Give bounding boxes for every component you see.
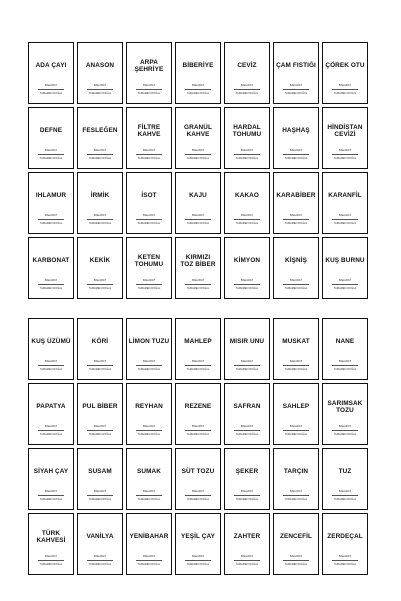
spice-name: TARÇIN	[283, 468, 309, 476]
divider-line	[38, 365, 64, 366]
subtitle-text: TAMAMEN DOĞAL	[186, 563, 210, 566]
spice-label	[273, 318, 319, 380]
divider-line	[234, 154, 260, 155]
category-text: BAHARAT	[93, 279, 107, 282]
spice-name: KAKAO	[235, 192, 259, 200]
divider-line	[136, 365, 162, 366]
divider-line	[234, 430, 260, 431]
spice-label	[273, 107, 319, 169]
spice-label	[175, 513, 221, 575]
category-text: BAHARAT	[44, 84, 58, 87]
spice-label	[126, 172, 172, 234]
category-text: BAHARAT	[338, 555, 352, 558]
subtitle-text: TAMAMEN DOĞAL	[88, 368, 112, 371]
divider-line	[136, 154, 162, 155]
divider-line	[87, 89, 113, 90]
divider-line	[185, 89, 211, 90]
divider-line	[136, 89, 162, 90]
spice-label	[28, 318, 74, 380]
divider-line	[283, 365, 309, 366]
spice-name: ÇÖREK OTU	[325, 62, 365, 70]
spice-name: HARDAL TOHUMU	[232, 123, 262, 138]
category-text: BAHARAT	[44, 555, 58, 558]
category-text: BAHARAT	[240, 360, 254, 363]
spice-name: KİMYON	[233, 257, 261, 265]
subtitle-text: TAMAMEN DOĞAL	[137, 157, 161, 160]
divider-line	[136, 560, 162, 561]
spice-name: CEVİZ	[237, 62, 257, 70]
divider-line	[38, 560, 64, 561]
spice-name: TUZ	[338, 468, 352, 476]
spice-name: KARABİBER	[276, 192, 316, 200]
divider-line	[185, 430, 211, 431]
divider-line	[87, 560, 113, 561]
divider-line	[87, 495, 113, 496]
spice-name: ŞEKER	[235, 468, 259, 476]
category-text: BAHARAT	[191, 360, 205, 363]
spice-label	[77, 107, 123, 169]
spice-label	[126, 318, 172, 380]
category-text: BAHARAT	[191, 425, 205, 428]
category-text: BAHARAT	[191, 279, 205, 282]
spice-name: ADA ÇAYI	[35, 62, 67, 70]
subtitle-text: TAMAMEN DOĞAL	[88, 157, 112, 160]
category-text: BAHARAT	[142, 149, 156, 152]
category-text: BAHARAT	[142, 84, 156, 87]
category-text: BAHARAT	[289, 214, 303, 217]
divider-line	[234, 89, 260, 90]
category-text: BAHARAT	[142, 279, 156, 282]
spice-name: BİBERİYE	[182, 62, 214, 70]
divider-line	[87, 154, 113, 155]
divider-line	[38, 219, 64, 220]
spice-name: KARANFİL	[328, 192, 362, 200]
divider-line	[38, 154, 64, 155]
category-text: BAHARAT	[240, 425, 254, 428]
label-sheet-1	[0, 42, 401, 299]
spice-label	[77, 237, 123, 299]
category-text: BAHARAT	[44, 425, 58, 428]
spice-name: ZERDEÇAL	[327, 533, 363, 541]
subtitle-text: TAMAMEN DOĞAL	[235, 368, 259, 371]
divider-line	[87, 430, 113, 431]
subtitle-text: TAMAMEN DOĞAL	[88, 498, 112, 501]
divider-line	[283, 495, 309, 496]
spice-label	[273, 448, 319, 510]
category-text: BAHARAT	[93, 360, 107, 363]
category-text: BAHARAT	[142, 360, 156, 363]
spice-label	[175, 237, 221, 299]
subtitle-text: TAMAMEN DOĞAL	[137, 287, 161, 290]
divider-line	[87, 365, 113, 366]
category-text: BAHARAT	[142, 425, 156, 428]
divider-line	[234, 284, 260, 285]
subtitle-text: TAMAMEN DOĞAL	[39, 157, 63, 160]
subtitle-text: TAMAMEN DOĞAL	[235, 563, 259, 566]
spice-label	[28, 448, 74, 510]
subtitle-text: TAMAMEN DOĞAL	[284, 287, 308, 290]
spice-name: ÇAM FISTIĞI	[276, 62, 316, 70]
spice-label	[273, 172, 319, 234]
divider-line	[185, 365, 211, 366]
subtitle-text: TAMAMEN DOĞAL	[137, 433, 161, 436]
spice-label	[224, 42, 270, 104]
divider-line	[136, 219, 162, 220]
spice-name: SAHLEP	[282, 403, 310, 411]
spice-label	[322, 107, 368, 169]
category-text: BAHARAT	[142, 555, 156, 558]
divider-line	[87, 219, 113, 220]
spice-label	[175, 42, 221, 104]
subtitle-text: TAMAMEN DOĞAL	[137, 498, 161, 501]
spice-label	[77, 448, 123, 510]
spice-name: SİYAH ÇAY	[33, 468, 69, 476]
spice-name: DEFNE	[39, 127, 63, 135]
subtitle-text: TAMAMEN DOĞAL	[186, 287, 210, 290]
category-text: BAHARAT	[142, 214, 156, 217]
category-text: BAHARAT	[240, 279, 254, 282]
divider-line	[332, 89, 358, 90]
spice-name: KAJU	[189, 192, 207, 200]
subtitle-text: TAMAMEN DOĞAL	[137, 563, 161, 566]
divider-line	[332, 284, 358, 285]
spice-name: HİNDİSTAN CEVİZİ	[327, 123, 363, 138]
category-text: BAHARAT	[44, 149, 58, 152]
spice-label	[28, 237, 74, 299]
spice-name: ZENCEFİL	[279, 533, 313, 541]
spice-name: SUMAK	[137, 468, 161, 476]
divider-line	[332, 365, 358, 366]
category-text: BAHARAT	[240, 555, 254, 558]
category-text: BAHARAT	[289, 360, 303, 363]
spice-label	[322, 448, 368, 510]
subtitle-text: TAMAMEN DOĞAL	[39, 563, 63, 566]
divider-line	[283, 89, 309, 90]
spice-label	[28, 42, 74, 104]
divider-line	[185, 495, 211, 496]
category-text: BAHARAT	[191, 149, 205, 152]
category-text: BAHARAT	[289, 279, 303, 282]
spice-name: YENİBAHAR	[129, 533, 169, 541]
spice-name: NANE	[335, 338, 355, 346]
spice-label	[322, 172, 368, 234]
subtitle-text: TAMAMEN DOĞAL	[235, 287, 259, 290]
spice-name: REZENE	[184, 403, 212, 411]
spice-label	[175, 172, 221, 234]
subtitle-text: TAMAMEN DOĞAL	[333, 92, 357, 95]
spice-name: KUŞ BURNU	[325, 257, 365, 265]
category-text: BAHARAT	[93, 84, 107, 87]
subtitle-text: TAMAMEN DOĞAL	[137, 368, 161, 371]
spice-label	[224, 318, 270, 380]
spice-label	[175, 318, 221, 380]
divider-line	[332, 430, 358, 431]
category-text: BAHARAT	[142, 490, 156, 493]
category-text: BAHARAT	[338, 149, 352, 152]
subtitle-text: TAMAMEN DOĞAL	[333, 433, 357, 436]
spice-label	[224, 448, 270, 510]
spice-name: KIRMIZI TOZ BİBER	[180, 253, 216, 268]
divider-line	[234, 560, 260, 561]
divider-line	[234, 365, 260, 366]
spice-name: SARIMSAK TOZU	[327, 399, 363, 414]
subtitle-text: TAMAMEN DOĞAL	[235, 433, 259, 436]
spice-label	[273, 42, 319, 104]
subtitle-text: TAMAMEN DOĞAL	[39, 92, 63, 95]
subtitle-text: TAMAMEN DOĞAL	[88, 287, 112, 290]
spice-name: MUSKAT	[282, 338, 310, 346]
subtitle-text: TAMAMEN DOĞAL	[186, 498, 210, 501]
spice-label	[28, 513, 74, 575]
spice-name: SUSAM	[88, 468, 112, 476]
category-text: BAHARAT	[289, 425, 303, 428]
divider-line	[185, 560, 211, 561]
spice-label	[77, 172, 123, 234]
divider-line	[136, 430, 162, 431]
spice-label	[126, 448, 172, 510]
spice-name: MISIR UNU	[229, 338, 265, 346]
category-text: BAHARAT	[240, 84, 254, 87]
subtitle-text: TAMAMEN DOĞAL	[333, 368, 357, 371]
spice-label	[28, 383, 74, 445]
subtitle-text: TAMAMEN DOĞAL	[137, 222, 161, 225]
spice-label	[28, 107, 74, 169]
spice-label	[224, 172, 270, 234]
spice-name: FİLTRE KAHVE	[137, 123, 161, 138]
spice-name: REYHAN	[135, 403, 163, 411]
spice-name: KUŞ ÜZÜMÜ	[31, 338, 71, 346]
spice-name: FESLEĞEN	[82, 127, 118, 135]
spice-name: KARBONAT	[32, 257, 70, 265]
spice-name: MAHLEP	[184, 338, 212, 346]
category-text: BAHARAT	[93, 490, 107, 493]
divider-line	[38, 89, 64, 90]
spice-label	[28, 172, 74, 234]
subtitle-text: TAMAMEN DOĞAL	[284, 157, 308, 160]
subtitle-text: TAMAMEN DOĞAL	[284, 92, 308, 95]
spice-name: PUL BİBER	[82, 403, 118, 411]
spice-label	[322, 42, 368, 104]
subtitle-text: TAMAMEN DOĞAL	[137, 92, 161, 95]
subtitle-text: TAMAMEN DOĞAL	[333, 222, 357, 225]
spice-label	[322, 513, 368, 575]
spice-label	[77, 383, 123, 445]
spice-name: YEŞİL ÇAY	[181, 533, 215, 541]
divider-line	[185, 154, 211, 155]
divider-line	[283, 219, 309, 220]
divider-line	[136, 495, 162, 496]
divider-line	[38, 430, 64, 431]
divider-line	[283, 560, 309, 561]
divider-line	[332, 154, 358, 155]
spice-label	[126, 42, 172, 104]
spice-label	[224, 237, 270, 299]
subtitle-text: TAMAMEN DOĞAL	[284, 222, 308, 225]
subtitle-text: TAMAMEN DOĞAL	[235, 92, 259, 95]
subtitle-text: TAMAMEN DOĞAL	[333, 498, 357, 501]
divider-line	[185, 284, 211, 285]
category-text: BAHARAT	[240, 214, 254, 217]
spice-label	[224, 383, 270, 445]
divider-line	[185, 219, 211, 220]
subtitle-text: TAMAMEN DOĞAL	[88, 222, 112, 225]
category-text: BAHARAT	[191, 490, 205, 493]
subtitle-text: TAMAMEN DOĞAL	[186, 157, 210, 160]
spice-label	[126, 383, 172, 445]
spice-label	[322, 383, 368, 445]
spice-name: TÜRK KAHVESİ	[36, 529, 66, 544]
category-text: BAHARAT	[44, 214, 58, 217]
subtitle-text: TAMAMEN DOĞAL	[39, 222, 63, 225]
spice-name: KEKİK	[89, 257, 111, 265]
category-text: BAHARAT	[338, 214, 352, 217]
spice-label	[175, 448, 221, 510]
spice-label	[175, 383, 221, 445]
subtitle-text: TAMAMEN DOĞAL	[88, 563, 112, 566]
spice-label	[322, 237, 368, 299]
spice-name: ZAHTER	[233, 533, 261, 541]
category-text: BAHARAT	[93, 149, 107, 152]
spice-name: KÖRİ	[91, 338, 109, 346]
spice-name: VANİLYA	[86, 533, 114, 541]
spice-label	[175, 107, 221, 169]
subtitle-text: TAMAMEN DOĞAL	[333, 563, 357, 566]
category-text: BAHARAT	[289, 490, 303, 493]
category-text: BAHARAT	[240, 490, 254, 493]
spice-name: KETEN TOHUMU	[134, 253, 164, 268]
spice-label	[126, 107, 172, 169]
category-text: BAHARAT	[289, 149, 303, 152]
spice-name: GRANÜL KAHVE	[184, 123, 212, 138]
subtitle-text: TAMAMEN DOĞAL	[235, 157, 259, 160]
divider-line	[234, 219, 260, 220]
subtitle-text: TAMAMEN DOĞAL	[284, 433, 308, 436]
spice-name: LİMON TUZU	[128, 338, 170, 346]
subtitle-text: TAMAMEN DOĞAL	[186, 222, 210, 225]
category-text: BAHARAT	[338, 490, 352, 493]
category-text: BAHARAT	[93, 214, 107, 217]
spice-name: ANASON	[85, 62, 115, 70]
category-text: BAHARAT	[44, 490, 58, 493]
divider-line	[87, 284, 113, 285]
divider-line	[332, 219, 358, 220]
spice-label	[77, 42, 123, 104]
category-text: BAHARAT	[240, 149, 254, 152]
subtitle-text: TAMAMEN DOĞAL	[235, 222, 259, 225]
subtitle-text: TAMAMEN DOĞAL	[235, 498, 259, 501]
category-text: BAHARAT	[93, 555, 107, 558]
subtitle-text: TAMAMEN DOĞAL	[39, 287, 63, 290]
subtitle-text: TAMAMEN DOĞAL	[186, 368, 210, 371]
divider-line	[283, 284, 309, 285]
spice-name: KİŞNİŞ	[285, 257, 307, 265]
subtitle-text: TAMAMEN DOĞAL	[186, 433, 210, 436]
category-text: BAHARAT	[338, 360, 352, 363]
category-text: BAHARAT	[338, 84, 352, 87]
spice-label	[126, 237, 172, 299]
spice-label	[77, 318, 123, 380]
spice-name: ARPA ŞEHRİYE	[134, 58, 164, 73]
subtitle-text: TAMAMEN DOĞAL	[186, 92, 210, 95]
subtitle-text: TAMAMEN DOĞAL	[333, 287, 357, 290]
subtitle-text: TAMAMEN DOĞAL	[284, 368, 308, 371]
subtitle-text: TAMAMEN DOĞAL	[39, 498, 63, 501]
category-text: BAHARAT	[191, 555, 205, 558]
category-text: BAHARAT	[44, 279, 58, 282]
divider-line	[283, 430, 309, 431]
subtitle-text: TAMAMEN DOĞAL	[39, 368, 63, 371]
divider-line	[234, 495, 260, 496]
divider-line	[332, 495, 358, 496]
subtitle-text: TAMAMEN DOĞAL	[284, 498, 308, 501]
subtitle-text: TAMAMEN DOĞAL	[39, 433, 63, 436]
category-text: BAHARAT	[338, 279, 352, 282]
spice-label	[273, 383, 319, 445]
category-text: BAHARAT	[191, 84, 205, 87]
subtitle-text: TAMAMEN DOĞAL	[284, 563, 308, 566]
subtitle-text: TAMAMEN DOĞAL	[88, 92, 112, 95]
spice-name: PAPATYA	[36, 403, 66, 411]
label-grid-1	[28, 42, 401, 299]
spice-name: HAŞHAŞ	[282, 127, 310, 135]
spice-label	[77, 513, 123, 575]
subtitle-text: TAMAMEN DOĞAL	[88, 433, 112, 436]
category-text: BAHARAT	[289, 555, 303, 558]
spice-name: SÜT TOZU	[181, 468, 215, 476]
spice-name: İRMİK	[90, 192, 110, 200]
spice-label	[224, 107, 270, 169]
divider-line	[283, 154, 309, 155]
category-text: BAHARAT	[338, 425, 352, 428]
spice-label	[322, 318, 368, 380]
spice-label	[273, 513, 319, 575]
category-text: BAHARAT	[289, 84, 303, 87]
category-text: BAHARAT	[191, 214, 205, 217]
divider-line	[38, 495, 64, 496]
spice-name: İSOT	[141, 192, 157, 200]
divider-line	[38, 284, 64, 285]
category-text: BAHARAT	[44, 360, 58, 363]
spice-name: SAFRAN	[233, 403, 261, 411]
divider-line	[332, 560, 358, 561]
divider-line	[136, 284, 162, 285]
spice-name: IHLAMUR	[35, 192, 67, 200]
category-text: BAHARAT	[93, 425, 107, 428]
spice-label	[126, 513, 172, 575]
label-grid-2	[28, 318, 401, 575]
subtitle-text: TAMAMEN DOĞAL	[333, 157, 357, 160]
label-sheet-2	[0, 318, 401, 575]
spice-label	[273, 237, 319, 299]
spice-label	[224, 513, 270, 575]
